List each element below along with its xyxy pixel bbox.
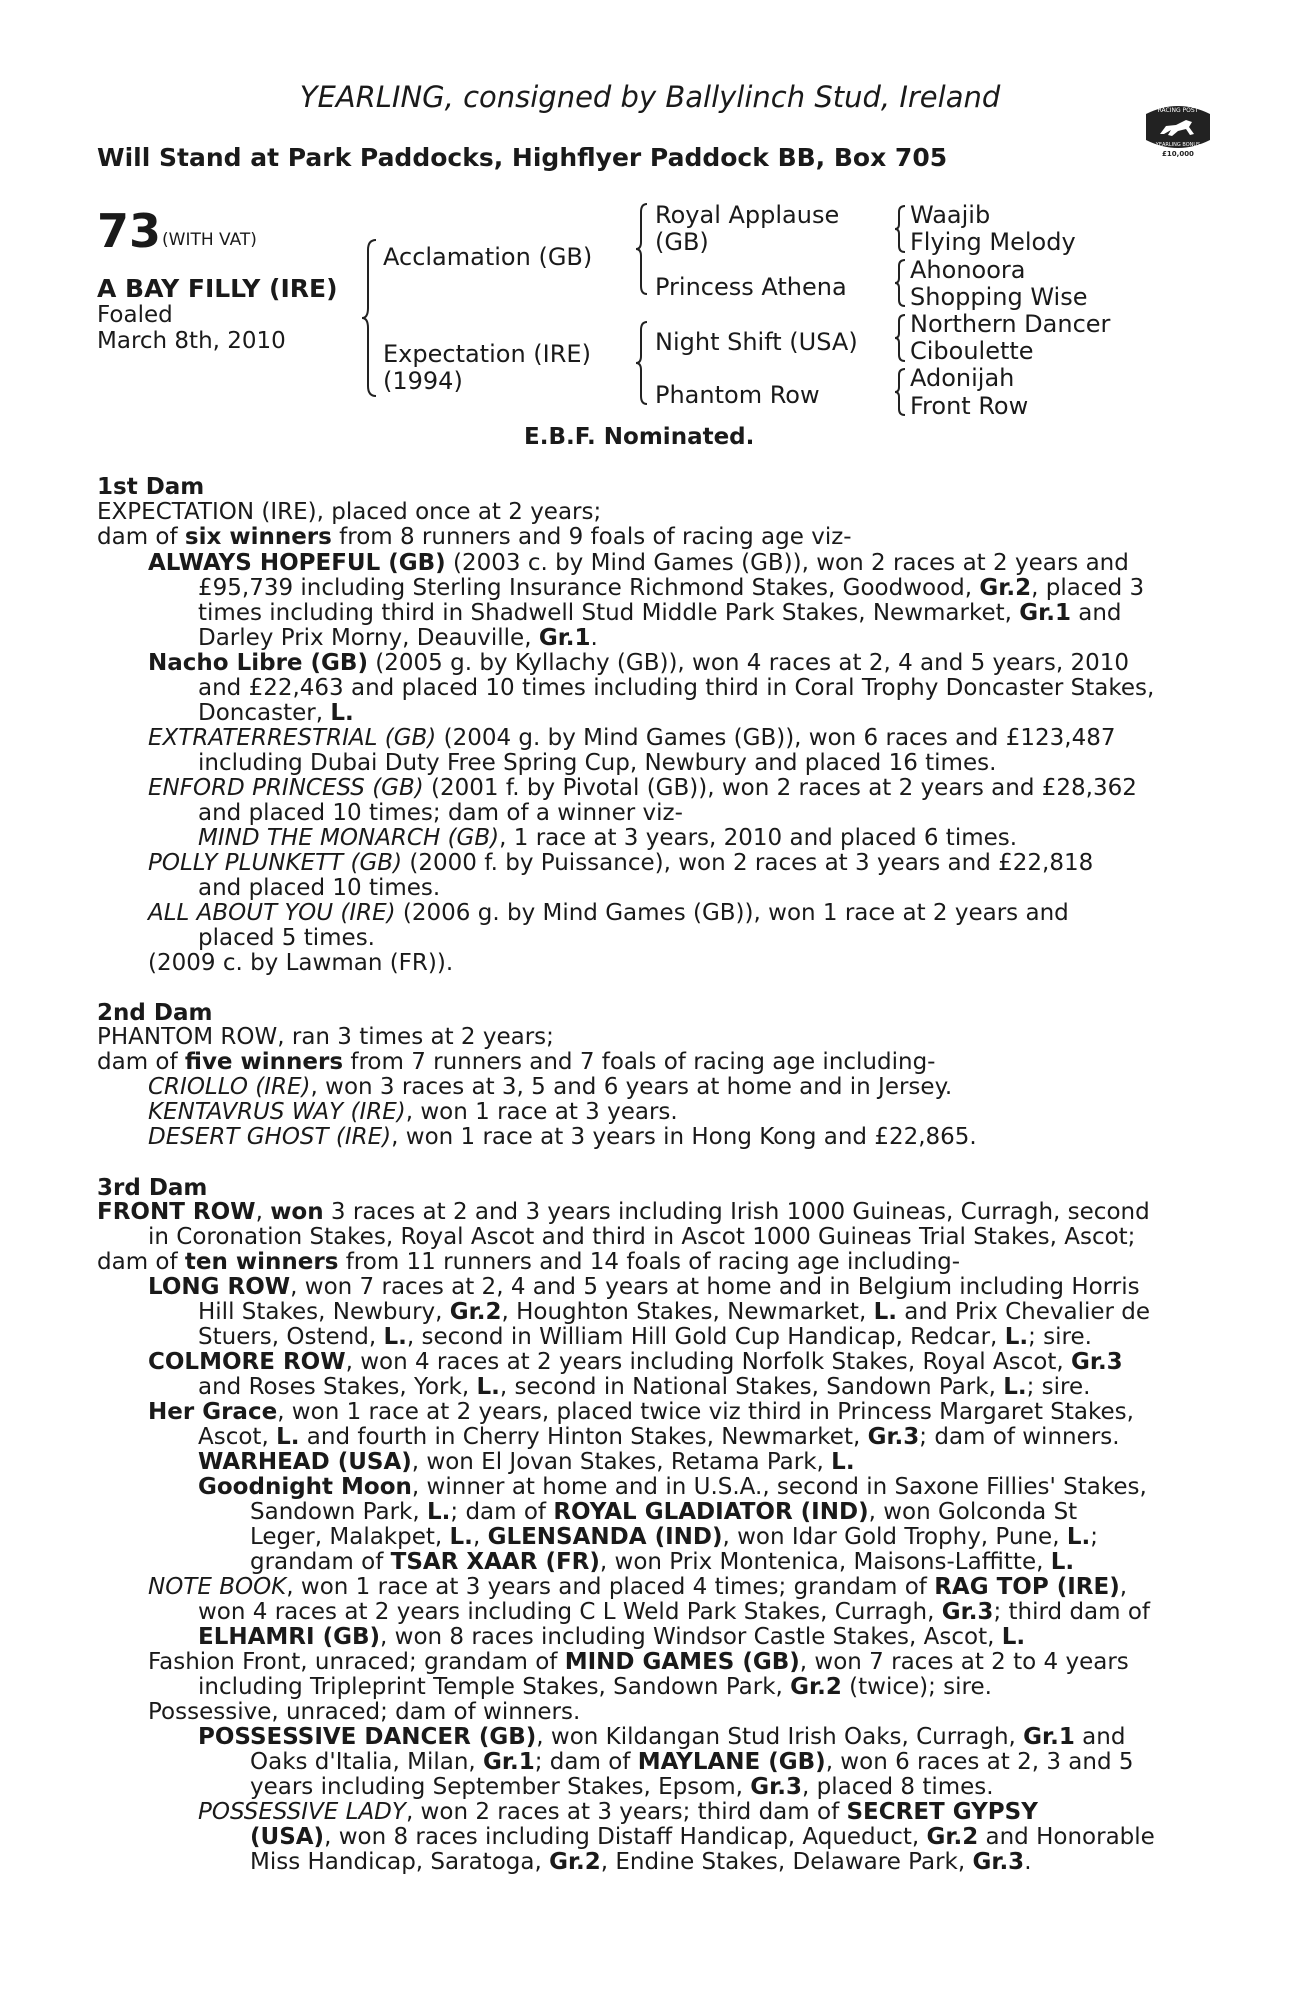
produce-polly-plunkett-1: POLLY PLUNKETT (GB) (2000 f. by Puissance), won 2 races at 3 years and £22,818 [148,850,1094,876]
pedigree-brace-4 [893,204,907,254]
second-dam-intro: PHANTOM ROW, ran 3 times at 2 years; [97,1024,554,1050]
goodnight-moon-1: Goodnight Moon, winner at home and in U.S.A., second in Saxone Fillies' Stakes, [198,1474,1147,1500]
pedigree-g1: Waajib [910,201,991,229]
second-dam-summary: dam of five winners from 7 runners and 7 foals of racing age including- [97,1049,936,1075]
produce-nacho-libre-2: and £22,463 and placed 10 times including third in Coral Trophy Doncaster Stakes, [198,675,1155,701]
page-header-title: YEARLING, consigned by Ballylinch Stud, Ireland [299,80,1001,114]
produce-extraterrestrial-2: including Dubai Duty Free Spring Cup, Newbury and placed 16 times. [198,750,997,776]
foaled-label: Foaled [97,302,173,328]
goodnight-moon-3: Leger, Malakpet, L., GLENSANDA (IND), won Idar Gold Trophy, Pune, L.; [250,1524,1098,1550]
pedigree-brace-6 [893,313,907,363]
warhead: WARHEAD (USA), won El Jovan Stakes, Retama Park, L. [198,1449,855,1475]
long-row-3: Stuers, Ostend, L., second in William Hill Gold Cup Handicap, Redcar, L.; sire. [198,1324,1092,1350]
produce-2009-colt: (2009 c. by Lawman (FR)). [148,950,454,976]
pedigree-brace-3 [634,320,650,406]
pedigree-dam-dam: Phantom Row [655,381,820,409]
pedigree-brace-2 [634,202,650,296]
produce-enford-princess-2: and placed 10 times; dam of a winner viz- [198,800,683,826]
pedigree-g5: Northern Dancer [910,310,1111,338]
produce-always-hopeful-1: ALWAYS HOPEFUL (GB) (2003 c. by Mind Games (GB)), won 2 races at 2 years and [148,550,1129,576]
second-dam-criollo: CRIOLLO (IRE), won 3 races at 3, 5 and 6 years at home and in Jersey. [148,1074,953,1100]
pedigree-sire-sire-1: Royal Applause [655,201,840,229]
note-book-2: won 4 races at 2 years including C L Weld Park Stakes, Curragh, Gr.3; third dam of [198,1599,1151,1625]
possessive-dancer-2: Oaks d'Italia, Milan, Gr.1; dam of MAYLANE (GB), won 6 races at 2, 3 and 5 [250,1749,1134,1775]
pedigree-sire-sire-2: (GB) [655,228,709,256]
produce-enford-princess-1: ENFORD PRINCESS (GB) (2001 f. by Pivotal (GB)), won 2 races at 2 years and £28,362 [148,775,1137,801]
pedigree-g2: Flying Melody [910,228,1076,256]
possessive-dancer-3: years including September Stakes, Epsom, Gr.3, placed 8 times. [250,1774,994,1800]
possessive-lady-2: (USA), won 8 races including Distaff Handicap, Aqueduct, Gr.2 and Honorable [250,1824,1155,1850]
third-dam-line-3: dam of ten winners from 11 runners and 14 foals of racing age including- [97,1249,961,1275]
pedigree-brace-7 [893,367,907,417]
possessive-lady-3: Miss Handicap, Saratoga, Gr.2, Endine Stakes, Delaware Park, Gr.3. [250,1849,1032,1875]
first-dam-heading: 1st Dam [97,474,205,500]
fashion-front-1: Fashion Front, unraced; grandam of MIND GAMES (GB), won 7 races at 2 to 4 years [148,1649,1129,1675]
note-book-3: ELHAMRI (GB), won 8 races including Windsor Castle Stakes, Ascot, L. [198,1624,1026,1650]
possessive-dancer-1: POSSESSIVE DANCER (GB), won Kildangan Stud Irish Oaks, Curragh, Gr.1 and [198,1724,1126,1750]
pedigree-brace-1 [360,238,380,398]
produce-extraterrestrial-1: EXTRATERRESTRIAL (GB) (2004 g. by Mind Games (GB)), won 6 races and £123,487 [148,725,1116,751]
produce-mind-the-monarch: MIND THE MONARCH (GB), 1 race at 3 years, 2010 and placed 6 times. [198,825,1018,851]
pedigree-brace-5 [893,258,907,308]
badge-top-text: RACING POST [1157,107,1199,114]
goodnight-moon-4: grandam of TSAR XAAR (FR), won Prix Montenica, Maisons-Laffitte, L. [250,1549,1075,1575]
first-dam-summary: dam of six winners from 8 runners and 9 foals of racing age viz- [97,524,852,550]
ebf-nominated: E.B.F. Nominated. [524,424,755,450]
lot-number: 73 [97,204,162,258]
her-grace-2: Ascot, L. and fourth in Cherry Hinton Stakes, Newmarket, Gr.3; dam of winners. [198,1424,1120,1450]
produce-all-about-you-2: placed 5 times. [198,925,375,951]
third-dam-line-2: in Coronation Stakes, Royal Ascot and third in Ascot 1000 Guineas Trial Stakes, Ascot; [148,1224,1136,1250]
pedigree-dam-name: Expectation (IRE) [383,340,591,368]
yearling-bonus-badge [1142,98,1214,158]
pedigree-sire: Acclamation (GB) [383,243,593,271]
stand-location: Will Stand at Park Paddocks, Highflyer Paddock BB, Box 705 [97,143,948,172]
note-book-1: NOTE BOOK, won 1 race at 3 years and placed 4 times; grandam of RAG TOP (IRE), [148,1574,1128,1600]
goodnight-moon-2: Sandown Park, L.; dam of ROYAL GLADIATOR (IND), won Golconda St [250,1499,1078,1525]
pedigree-sire-dam: Princess Athena [655,273,847,301]
produce-polly-plunkett-2: and placed 10 times. [198,875,441,901]
second-dam-desert-ghost: DESERT GHOST (IRE), won 1 race at 3 years in Hong Kong and £22,865. [148,1124,977,1150]
pedigree-g8: Front Row [910,392,1029,420]
second-dam-kentavrus-way: KENTAVRUS WAY (IRE), won 1 race at 3 years. [148,1099,678,1125]
badge-bottom-text: £10,000 [1162,150,1194,158]
long-row-1: LONG ROW, won 7 races at 2, 4 and 5 years at home and in Belgium including Horris [148,1274,1140,1300]
fashion-front-2: including Tripleprint Temple Stakes, Sandown Park, Gr.2 (twice); sire. [198,1674,992,1700]
produce-always-hopeful-4: Darley Prix Morny, Deauville, Gr.1. [198,625,598,651]
produce-all-about-you-1: ALL ABOUT YOU (IRE) (2006 g. by Mind Games (GB)), won 1 race at 2 years and [148,900,1069,926]
produce-always-hopeful-2: £95,739 including Sterling Insurance Richmond Stakes, Goodwood, Gr.2, placed 3 [198,575,1145,601]
long-row-2: Hill Stakes, Newbury, Gr.2, Houghton Stakes, Newmarket, L. and Prix Chevalier de [198,1299,1151,1325]
second-dam-heading: 2nd Dam [97,1000,213,1026]
colmore-row-2: and Roses Stakes, York, L., second in National Stakes, Sandown Park, L.; sire. [198,1374,1091,1400]
produce-nacho-libre-3: Doncaster, L. [198,700,354,726]
her-grace-1: Her Grace, won 1 race at 2 years, placed twice viz third in Princess Margaret Stakes, [148,1399,1134,1425]
pedigree-g3: Ahonoora [910,256,1026,284]
badge-mid-text: YEARLING BONUS [1155,142,1201,148]
pedigree-g7: Adonijah [910,364,1015,392]
first-dam-intro: EXPECTATION (IRE), placed once at 2 years; [97,499,602,525]
possessive-lady-1: POSSESSIVE LADY, won 2 races at 3 years; third dam of SECRET GYPSY [198,1799,1038,1825]
foaled-date: March 8th, 2010 [97,328,286,354]
colmore-row-1: COLMORE ROW, won 4 races at 2 years including Norfolk Stakes, Royal Ascot, Gr.3 [148,1349,1123,1375]
pedigree-dam-sire: Night Shift (USA) [655,328,858,356]
lot-vat: (WITH VAT) [162,230,257,250]
pedigree-g4: Shopping Wise [910,283,1088,311]
lot-name: A BAY FILLY (IRE) [97,274,338,303]
pedigree-dam-year: (1994) [383,367,463,395]
produce-nacho-libre-1: Nacho Libre (GB) (2005 g. by Kyllachy (GB)), won 4 races at 2, 4 and 5 years, 2010 [148,650,1129,676]
possessive-1: Possessive, unraced; dam of winners. [148,1699,581,1725]
third-dam-line-1: FRONT ROW, won 3 races at 2 and 3 years including Irish 1000 Guineas, Curragh, second [97,1199,1150,1225]
third-dam-heading: 3rd Dam [97,1175,208,1201]
pedigree-g6: Ciboulette [910,337,1034,365]
produce-always-hopeful-3: times including third in Shadwell Stud Middle Park Stakes, Newmarket, Gr.1 and [198,600,1122,626]
